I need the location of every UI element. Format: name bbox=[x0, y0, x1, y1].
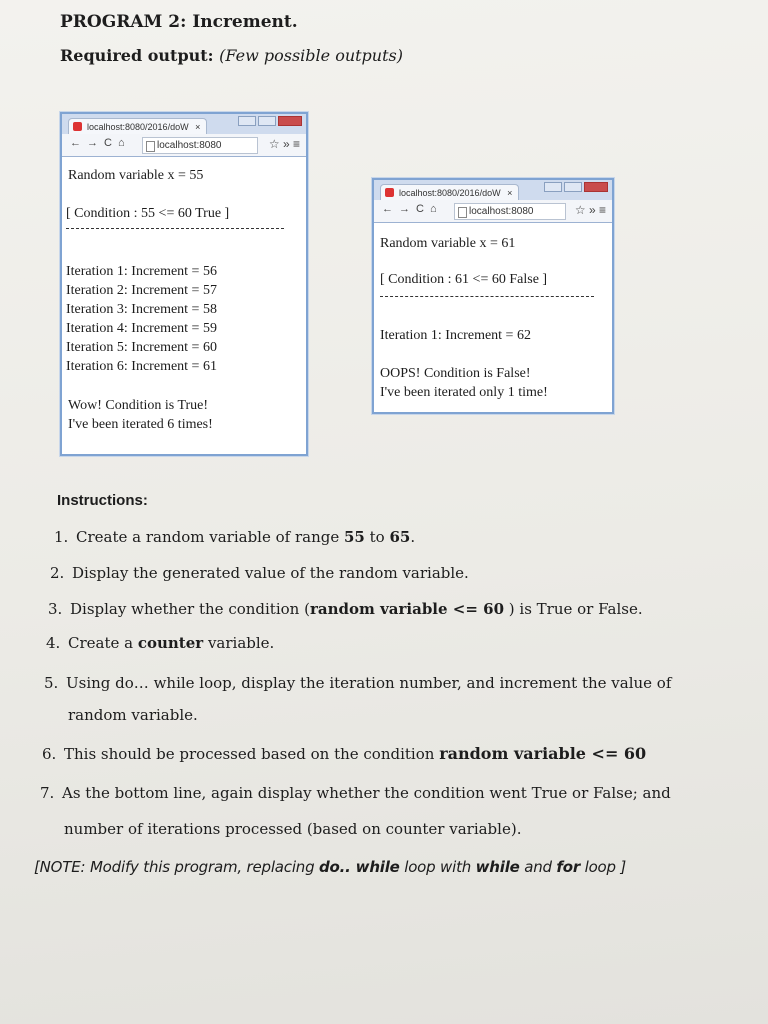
instruction-bold: random variable <= 60 bbox=[309, 600, 505, 618]
browser-chrome bbox=[374, 180, 612, 223]
instruction-number: 7. bbox=[40, 784, 55, 802]
menu-icon[interactable]: ☆ » ≡ bbox=[268, 137, 300, 151]
window-controls bbox=[238, 116, 302, 126]
note-bold: for bbox=[556, 858, 581, 876]
output-iteration-1: Iteration 1: Increment = 62 bbox=[380, 328, 531, 343]
close-window-icon[interactable] bbox=[584, 182, 608, 192]
note-text: and bbox=[519, 858, 557, 876]
instruction-text: Create a random variable of range bbox=[76, 528, 344, 546]
instruction-text: . bbox=[410, 528, 416, 546]
page-output bbox=[62, 158, 306, 454]
instruction-7-continued: number of iterations processed (based on counter variable). bbox=[64, 820, 522, 838]
instruction-number: 6. bbox=[42, 745, 57, 763]
instruction-text: Display the generated value of the random variable. bbox=[72, 564, 469, 582]
instructions-heading: Instructions: bbox=[57, 492, 148, 509]
instruction-bold: 65 bbox=[389, 528, 411, 546]
instruction-number: 1. bbox=[54, 528, 69, 546]
instruction-4 bbox=[46, 634, 274, 652]
output-iteration-3: Iteration 3: Increment = 58 bbox=[66, 302, 217, 317]
tab-close-icon[interactable]: × bbox=[507, 188, 513, 198]
instruction-3 bbox=[48, 600, 643, 618]
output-result-line-1: Wow! Condition is True! bbox=[68, 398, 209, 413]
output-iteration-6: Iteration 6: Increment = 61 bbox=[66, 359, 217, 374]
required-output-heading bbox=[60, 46, 403, 65]
instruction-text: to bbox=[364, 528, 390, 546]
nav-buttons-icon[interactable]: ←→C⌂ bbox=[70, 137, 131, 149]
browser-toolbar bbox=[374, 200, 612, 222]
instruction-bold: 55 bbox=[344, 528, 365, 546]
instruction-text: Display whether the condition ( bbox=[70, 600, 310, 618]
instruction-5-continued: random variable. bbox=[68, 706, 198, 724]
instruction-7 bbox=[40, 784, 671, 802]
browser-toolbar bbox=[62, 134, 306, 156]
maximize-icon[interactable] bbox=[258, 116, 276, 126]
tab-title: localhost:8080/2016/doW bbox=[87, 122, 189, 132]
address-bar[interactable]: localhost:8080 bbox=[454, 203, 566, 220]
maximize-icon[interactable] bbox=[564, 182, 582, 192]
note-text: loop with bbox=[399, 858, 476, 876]
instruction-text: As the bottom line, again display whether the condition went True or False; and bbox=[62, 784, 671, 802]
tab-title: localhost:8080/2016/doW bbox=[399, 188, 501, 198]
instruction-bold: counter bbox=[137, 634, 204, 652]
window-controls bbox=[544, 182, 608, 192]
output-random: Random variable x = 55 bbox=[68, 168, 204, 183]
note bbox=[34, 858, 626, 876]
browser-tab[interactable] bbox=[380, 184, 519, 201]
note-bold: while bbox=[475, 858, 520, 876]
minimize-icon[interactable] bbox=[238, 116, 256, 126]
instruction-6 bbox=[42, 744, 646, 763]
output-result-line-2: I've been iterated only 1 time! bbox=[380, 385, 548, 400]
favicon-icon bbox=[385, 188, 394, 197]
output-condition: [ Condition : 61 <= 60 False ] bbox=[380, 272, 548, 287]
favicon-icon bbox=[73, 122, 82, 131]
instruction-number: 3. bbox=[48, 600, 63, 618]
browser-window-false bbox=[372, 178, 614, 414]
divider bbox=[66, 228, 284, 229]
instruction-text: This should be processed based on the condition bbox=[64, 745, 440, 763]
browser-window-true bbox=[60, 112, 308, 456]
instruction-text: variable. bbox=[203, 634, 275, 652]
instruction-1 bbox=[54, 528, 415, 546]
output-iteration-5: Iteration 5: Increment = 60 bbox=[66, 340, 217, 355]
note-text: loop ] bbox=[580, 858, 627, 876]
divider bbox=[380, 296, 594, 297]
browser-tab[interactable] bbox=[68, 118, 207, 135]
instruction-5 bbox=[44, 674, 671, 692]
instruction-number: 2. bbox=[50, 564, 65, 582]
note-text: [NOTE: Modify this program, replacing bbox=[34, 858, 319, 876]
address-bar[interactable]: localhost:8080 bbox=[142, 137, 258, 154]
instruction-number: 4. bbox=[46, 634, 61, 652]
close-window-icon[interactable] bbox=[278, 116, 302, 126]
browser-chrome bbox=[62, 114, 306, 157]
instruction-bold: random variable <= 60 bbox=[439, 744, 647, 763]
instruction-text: Using do… while loop, display the iteration number, and increment the value of bbox=[66, 674, 672, 692]
tab-close-icon[interactable]: × bbox=[195, 122, 201, 132]
output-iteration-4: Iteration 4: Increment = 59 bbox=[66, 321, 217, 336]
required-output-note: (Few possible outputs) bbox=[219, 46, 403, 65]
output-random: Random variable x = 61 bbox=[380, 236, 516, 251]
output-iteration-2: Iteration 2: Increment = 57 bbox=[66, 283, 217, 298]
page-output bbox=[374, 224, 612, 412]
instruction-text: Create a bbox=[68, 634, 138, 652]
nav-buttons-icon[interactable]: ←→C⌂ bbox=[382, 203, 443, 215]
output-iteration-1: Iteration 1: Increment = 56 bbox=[66, 264, 217, 279]
minimize-icon[interactable] bbox=[544, 182, 562, 192]
instruction-text: ) is True or False. bbox=[504, 600, 643, 618]
instruction-2 bbox=[50, 564, 469, 582]
menu-icon[interactable]: ☆ » ≡ bbox=[574, 203, 606, 217]
required-output-label: Required output: bbox=[60, 46, 214, 65]
output-condition: [ Condition : 55 <= 60 True ] bbox=[66, 206, 230, 221]
instruction-number: 5. bbox=[44, 674, 59, 692]
program-title: PROGRAM 2: Increment. bbox=[60, 12, 298, 32]
note-bold: do.. while bbox=[319, 858, 400, 876]
output-result-line-1: OOPS! Condition is False! bbox=[380, 366, 531, 381]
output-result-line-2: I've been iterated 6 times! bbox=[68, 417, 213, 432]
